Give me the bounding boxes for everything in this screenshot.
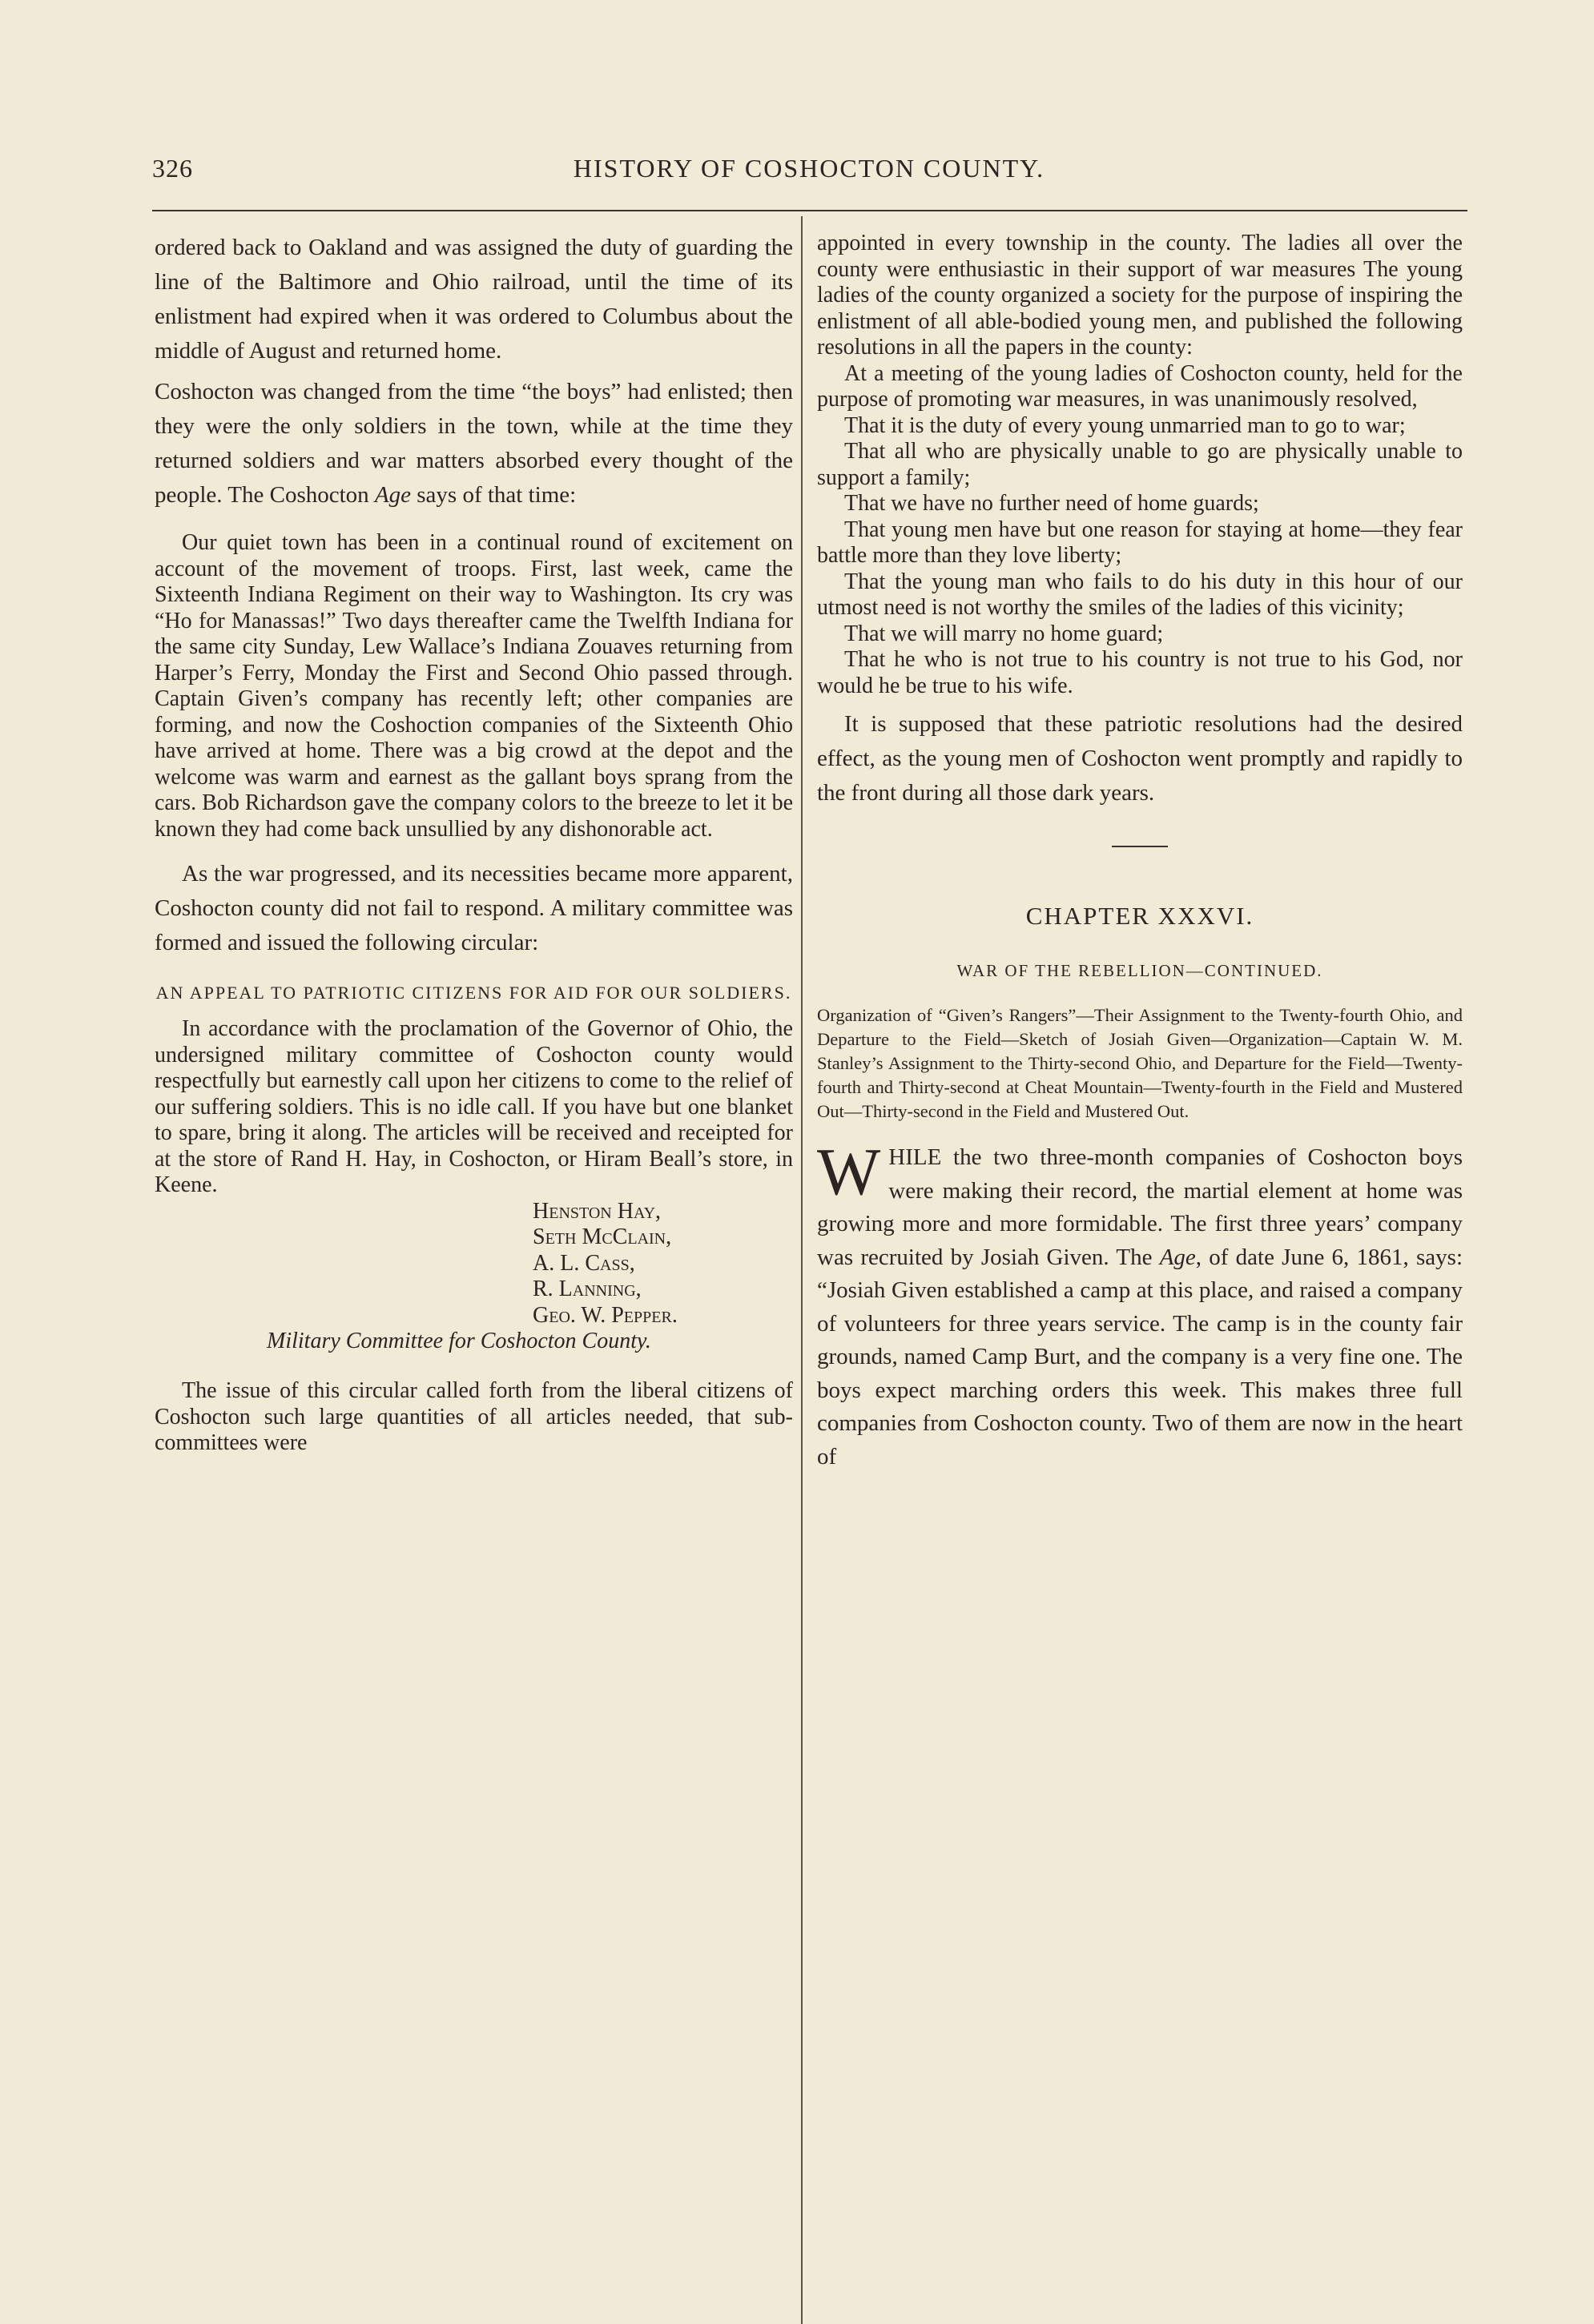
chapter-opening: WHILE the two three-month companies of Coshocton boys were making their record, the martial element at home was growing more and more formidable. The first three years’ company was recruited by Josiah Given. The Age, of date June 6, 1861, says: “Josiah Given established a camp at this place, and raised a company of volunteers for three years service. The camp is in the county fair grounds, named Camp Burt, and the company is a very fine one. The boys expect marching orders this week. This makes three full companies from Coshocton county. Two of them are now in the heart of bbox=[817, 1135, 1463, 1470]
resolution: That we will marry no home guard; bbox=[844, 621, 1164, 646]
header-rule bbox=[152, 210, 1467, 211]
resolution: That it is the duty of every young unmarried man to go to war; bbox=[844, 412, 1406, 438]
right-column bbox=[817, 231, 1463, 1474]
appeal-title: AN APPEAL TO PATRIOTIC CITIZENS FOR AID FOR OUR SOLDIERS. bbox=[155, 983, 792, 1003]
paragraph: Coshocton was changed from the time “the boys” had enlisted; then they were the only soldiers in the town, while at the time they returned soldiers and war matters absorbed every thought of the people. The Coshocton Age says of that time: bbox=[155, 379, 793, 508]
paragraph: ordered back to Oakland and was assigned the duty of guarding the line of the Baltimore and Ohio railroad, until the time of its enlistment had expired when it was ordered to Columbus about the middle of August and returned home. bbox=[155, 235, 793, 364]
running-title: HISTORY OF COSHOCTON COUNTY. bbox=[573, 154, 1045, 183]
left-column bbox=[155, 231, 793, 1471]
chapter-title: CHAPTER XXXVI. bbox=[1025, 902, 1254, 930]
resolution-intro: At a meeting of the young ladies of Coshocton county, held for the purpose of promoting war measures, in was unanimously resolved, bbox=[817, 360, 1463, 412]
signer: Henston Hay, bbox=[533, 1198, 662, 1224]
newspaper-name: Age bbox=[374, 482, 412, 508]
page-header bbox=[152, 154, 1466, 194]
paragraph: The issue of this circular called forth from the liberal citizens of Coshocton such large quantities of all articles needed, that sub-committees were bbox=[155, 1378, 793, 1455]
paragraph: As the war progressed, and its necessities became more apparent, Coshocton county did not fail to respond. A military committee was formed and issued the following circular: bbox=[155, 861, 793, 955]
signer: A. L. Cass, bbox=[533, 1250, 635, 1276]
resolution: That we have no further need of home guards; bbox=[844, 491, 1259, 516]
resolution: That young men have but one reason for staying at home—they fear battle more than they love liberty; bbox=[817, 517, 1463, 568]
section-rule bbox=[1112, 846, 1168, 847]
signer: Seth McClain, bbox=[533, 1224, 672, 1249]
page-number: 326 bbox=[152, 154, 193, 183]
quoted-extract: Our quiet town has been in a continual round of excitement on account of the movement of troops. First, last week, came the Sixteenth Indiana Regiment on their way to Washington. Its cry was “Ho for Manassas!” Two days thereafter came the Twelfth Indiana for the same city Sunday, Lew Wallace’s Indiana Zouaves returning from Harper’s Ferry, Monday the First and Second Ohio passed through. Captain Given’s company has recently left; other companies are forming, and now the Coshoction companies of the Sixteenth Ohio have arrived at home. There was a big crowd at the depot and the welcome was warm and earnest as the gallant boys sprang from the cars. Bob Richardson gave the company colors to the breeze to let it be known they had come back unsullied by any dishonorable act. bbox=[155, 530, 793, 842]
committee-signature: Military Committee for Coshocton County. bbox=[267, 1329, 651, 1353]
signer: Geo. W. Pepper. bbox=[533, 1302, 678, 1328]
resolution: That all who are physically unable to go are physically unable to support a family; bbox=[817, 439, 1463, 490]
chapter-synopsis: Organization of “Given’s Rangers”—Their Assignment to the Twenty-fourth Ohio, and Departure to the Field—Sketch of Josiah Given—Organization—Captain W. M. Stanley’s Assignment to the Thirty-second Ohio, and Departure for the Field—Twenty-fourth and Thirty-second at Cheat Mountain—Twenty-fourth in the Field and Mustered Out—Thirty-second in the Field and Mustered Out. bbox=[817, 1005, 1463, 1121]
newspaper-name: Age bbox=[1159, 1244, 1196, 1270]
appeal-text: In accordance with the proclamation of the Governor of Ohio, the undersigned military committee of Coshocton county would respectfully but earnestly call upon her citizens to come to the relief of our suffering soldiers. This is no idle call. If you have but one blanket to spare, bring it along. The articles will be received and receipted for at the store of Rand H. Hay, in Coshocton, or Hiram Beall’s store, in Keene. bbox=[155, 1016, 793, 1197]
signer: R. Lanning, bbox=[533, 1277, 642, 1301]
resolution: That the young man who fails to do his duty in this hour of our utmost need is not worthy the smiles of the ladies of this vicinity; bbox=[817, 569, 1463, 620]
resolution: That he who is not true to his country is not true to his God, nor would he be true to his wife. bbox=[817, 647, 1463, 698]
chapter-subtitle: WAR OF THE REBELLION—CONTINUED. bbox=[956, 961, 1323, 980]
column-divider bbox=[801, 216, 803, 2324]
paragraph: appointed in every township in the county. The ladies all over the county were enthusiastic in their support of war measures The young ladies of the county organized a society for the purpose of inspiring the enlistment of all able-bodied young men, and published the following resolutions in all the papers in the county: bbox=[817, 231, 1463, 360]
paragraph: It is supposed that these patriotic resolutions had the desired effect, as the young men of Coshocton went promptly and rapidly to the front during all those dark years. bbox=[817, 711, 1463, 806]
signatories bbox=[533, 1199, 793, 1329]
drop-cap: W bbox=[817, 1135, 881, 1209]
